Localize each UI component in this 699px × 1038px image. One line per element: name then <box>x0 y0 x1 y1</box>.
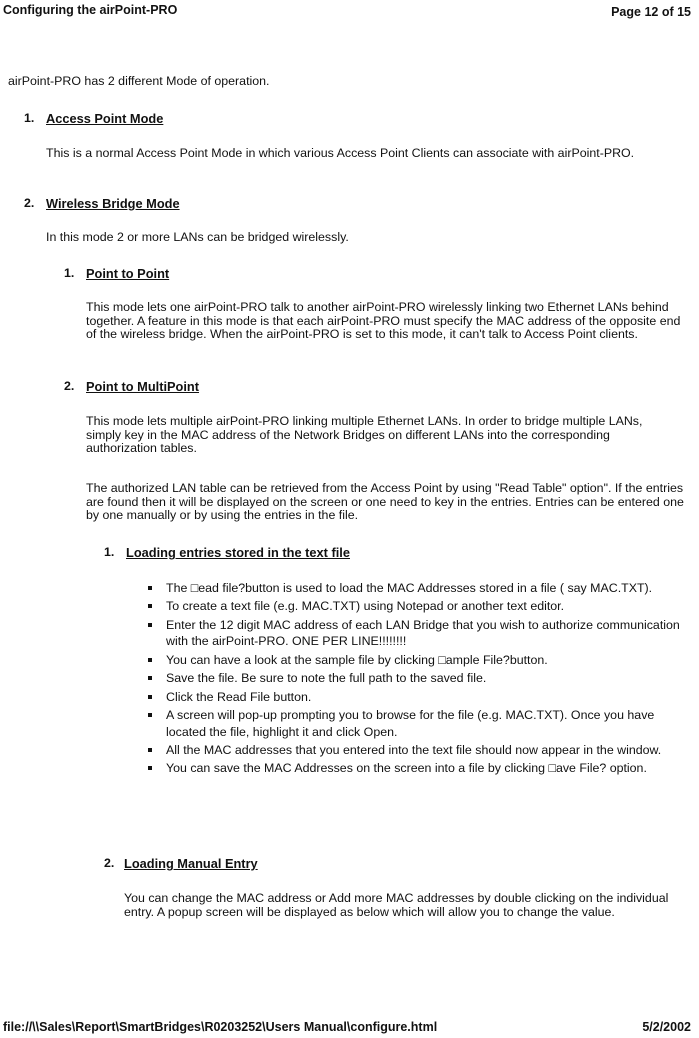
bullet-marker <box>148 748 152 752</box>
section-2-1-title: Point to Point <box>86 266 170 281</box>
intro-text: airPoint-PRO has 2 different Mode of operation. <box>8 74 270 88</box>
section-1-title: Access Point Mode <box>46 111 164 126</box>
section-2-2-text-2: The authorized LAN table can be retrieved from the Access Point by using "Read Table" option". If the entries are found then it will be displayed on the screen or one need to key in the entries. Entries can be entered one by one manually or by using the entries in the file. <box>86 481 684 523</box>
list-item: The □ead file?button is used to load the MAC Addresses stored in a file ( say MAC.TXT). <box>147 580 687 597</box>
section-2-1-number: 1. <box>64 266 75 280</box>
section-3-2-text: You can change the MAC address or Add more MAC addresses by double clicking on the individual entry. A popup screen will be displayed as below which will allow you to change the value. <box>124 891 669 919</box>
bullet-marker <box>148 658 152 662</box>
list-item: You can have a look at the sample file by clicking □ample File?button. <box>147 652 687 669</box>
bullet-marker <box>148 676 152 680</box>
list-item: A screen will pop-up prompting you to browse for the file (e.g. MAC.TXT). Once you have located the file, highlight it and click Open. <box>147 707 687 740</box>
section-2-2-title: Point to MultiPoint <box>86 379 200 394</box>
list-item: You can save the MAC Addresses on the screen into a file by clicking □ave File? option. <box>147 760 687 777</box>
list-item: Click the Read File button. <box>147 689 687 706</box>
print-date: 5/2/2002 <box>642 1020 691 1034</box>
section-3-1-number: 1. <box>104 545 115 559</box>
section-2-number: 2. <box>24 196 35 210</box>
list-item: Save the file. Be sure to note the full path to the saved file. <box>147 670 687 687</box>
bullet-marker <box>148 623 152 627</box>
section-1-text: This is a normal Access Point Mode in which various Access Point Clients can associate with airPoint-PRO. <box>46 146 635 160</box>
section-3-2-title: Loading Manual Entry <box>124 856 258 871</box>
section-2-text: In this mode 2 or more LANs can be bridged wirelessly. <box>46 230 349 244</box>
bullet-marker <box>148 586 152 590</box>
section-2-title: Wireless Bridge Mode <box>46 196 180 211</box>
list-item: All the MAC addresses that you entered into the text file should now appear in the window. <box>147 742 687 759</box>
bullet-marker <box>148 695 152 699</box>
section-2-2-number: 2. <box>64 379 75 393</box>
bullet-marker <box>148 604 152 608</box>
section-1-number: 1. <box>24 111 35 125</box>
text-file-instructions-list <box>147 580 687 779</box>
section-3-2-number: 2. <box>104 856 115 870</box>
list-item: To create a text file (e.g. MAC.TXT) using Notepad or another text editor. <box>147 598 687 615</box>
section-2-2-text-1: This mode lets multiple airPoint-PRO linking multiple Ethernet LANs. In order to bridge multiple LANs, simply key in the MAC address of the Network Bridges on different LANs into the corresponding authorization tables. <box>86 414 643 456</box>
page-number: Page 12 of 15 <box>611 5 691 19</box>
file-path: file://\\Sales\Report\SmartBridges\R0203252\Users Manual\configure.html <box>3 1020 438 1034</box>
list-item: Enter the 12 digit MAC address of each LAN Bridge that you wish to authorize communication with the airPoint-PRO. ONE PER LINE!!!!!!!! <box>147 617 687 650</box>
bullet-marker <box>148 713 152 717</box>
header-title: Configuring the airPoint-PRO <box>3 3 178 17</box>
section-2-1-text: This mode lets one airPoint-PRO talk to another airPoint-PRO wirelessly linking two Ethernet LANs behind together. A feature in this mode is that each airPoint-PRO must specify the MAC address of the opposite end of the wireless bridge. When the airPoint-PRO is set to this mode, it can't talk to Access Point clients. <box>86 300 681 342</box>
bullet-marker <box>148 766 152 770</box>
section-3-1-title: Loading entries stored in the text file <box>126 545 350 560</box>
